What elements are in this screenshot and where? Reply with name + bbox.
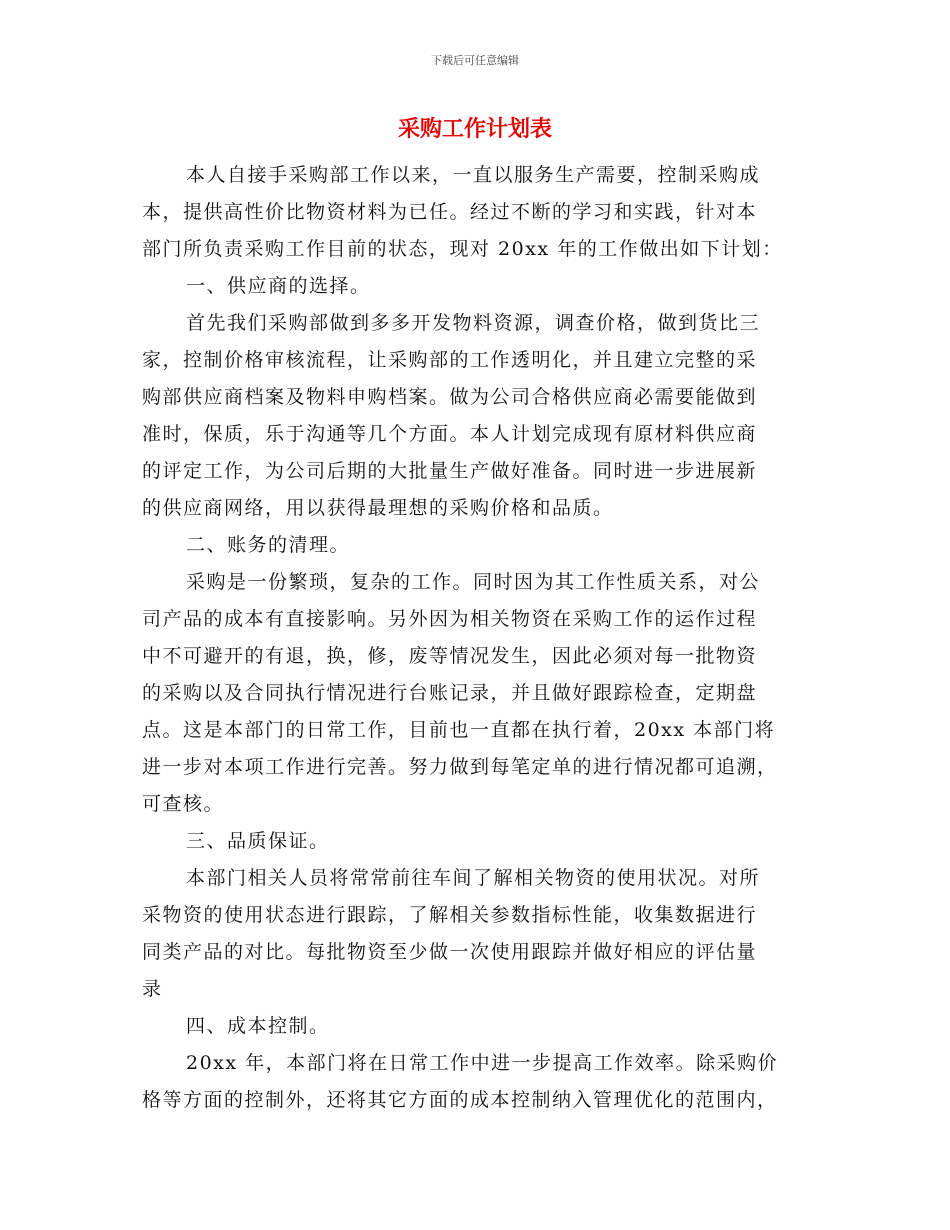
paragraph-line: 可查核。 [142,793,225,815]
paragraph-line: 中不可避开的有退，换，修，废等情况发生，因此必须对每一批物资 [142,645,758,667]
document-title: 采购工作计划表 [397,116,552,142]
paragraph-line: 部门所负责采购工作目前的状态，现对 20xx 年的工作做出如下计划： [142,238,783,260]
paragraph-line: 三、品质保证。 [186,830,330,852]
paragraph-line: 首先我们采购部做到多多开发物料资源，调查价格，做到货比三 [186,312,761,334]
paragraph-line: 同类产品的对比。每批物资至少做一次使用跟踪并做好相应的评估量 [142,941,758,963]
paragraph-line: 格等方面的控制外，还将其它方面的成本控制纳入管理优化的范围内， [142,1089,778,1111]
paragraph-line: 四、成本控制。 [186,1015,330,1037]
paragraph-line: 本人自接手采购部工作以来，一直以服务生产需要，控制采购成 [186,164,761,186]
document-body [142,157,802,1119]
paragraph-line: 采购是一份繁琐，复杂的工作。同时因为其工作性质关系，对公 [186,571,761,593]
paragraph-line: 录 [142,978,163,1000]
paragraph-line: 进一步对本项工作进行完善。努力做到每笔定单的进行情况都可追溯， [142,756,778,778]
paragraph-line: 的评定工作，为公司后期的大批量生产做好准备。同时进一步进展新 [142,460,758,482]
paragraph-line: 的供应商网络，用以获得最理想的采购价格和品质。 [142,497,614,519]
paragraph-line: 一、供应商的选择。 [186,275,371,297]
paragraph-line: 点。这是本部门的日常工作，目前也一直都在执行着，20xx 本部门将 [142,719,776,741]
paragraph-line: 准时，保质，乐于沟通等几个方面。本人计划完成现有原材料供应商 [142,423,758,445]
paragraph-line: 司产品的成本有直接影响。另外因为相关物资在采购工作的运作过程 [142,608,758,630]
paragraph-line: 本部门相关人员将常常前往车间了解相关物资的使用状况。对所 [186,867,761,889]
paragraph-line: 采物资的使用状态进行跟踪，了解相关参数指标性能，收集数据进行 [142,904,758,926]
paragraph-line: 二、账务的清理。 [186,534,351,556]
page-header-note: 下载后可任意编辑 [431,54,519,67]
paragraph-line: 本，提供高性价比物资材料为已任。经过不断的学习和实践，针对本 [142,201,758,223]
paragraph-line: 家，控制价格审核流程，让采购部的工作透明化，并且建立完整的采 [142,349,758,371]
paragraph-line: 购部供应商档案及物料申购档案。做为公司合格供应商必需要能做到 [142,386,758,408]
paragraph-line: 20xx 年，本部门将在日常工作中进一步提高工作效率。除采购价 [186,1052,779,1074]
paragraph-line: 的采购以及合同执行情况进行台账记录，并且做好跟踪检查，定期盘 [142,682,758,704]
